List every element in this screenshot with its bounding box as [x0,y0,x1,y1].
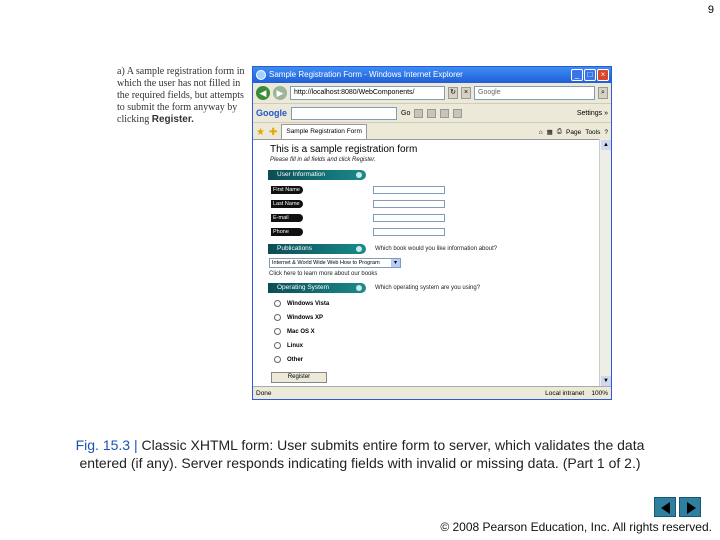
figure-caption [60,436,660,472]
favorites-star-icon[interactable]: ★ [256,126,265,138]
url-input[interactable]: http://localhost:8080/WebComponents/ [290,86,445,100]
os-option-windows-vista[interactable] [274,300,329,307]
toolbar-icon[interactable] [440,109,449,118]
print-icon[interactable]: ⎙ [556,128,562,135]
os-option-label: Other [287,356,304,363]
os-option-linux[interactable] [274,342,303,349]
section-dot-icon [356,285,362,291]
copyright-notice: © 2008 Pearson Education, Inc. All rights reserved. [440,520,712,534]
home-icon[interactable]: ⌂ [538,128,543,136]
chevron-down-icon[interactable]: ▾ [391,259,400,267]
status-bar [253,386,611,399]
section-dot-icon [356,172,362,178]
learn-more-link[interactable]: Click here to learn more about our books [269,271,378,277]
section-publications [268,244,366,254]
toolbar-icon[interactable] [427,109,436,118]
os-option-windows-xp[interactable] [274,314,323,321]
google-go-button[interactable]: Go [401,109,411,117]
figure-number: Fig. 15.3 | [75,437,142,453]
last-name-field[interactable] [373,200,445,208]
next-slide-button[interactable] [679,497,701,517]
scroll-up-icon[interactable]: ▲ [601,140,611,150]
last-name-label: Last Name [271,200,303,208]
phone-field[interactable] [373,228,445,236]
search-input[interactable]: Google [474,86,595,100]
tools-menu[interactable]: Tools [585,128,601,136]
annotation-text [117,66,251,126]
ie-icon [256,70,266,80]
stop-icon[interactable]: × [461,87,471,99]
feeds-icon[interactable]: ▦ [546,129,553,136]
radio-button[interactable] [274,300,281,307]
phone-label: Phone [271,228,303,236]
previous-slide-button[interactable] [654,497,676,517]
os-option-label: Mac OS X [287,328,315,335]
book-select[interactable] [269,258,401,268]
zoom-level[interactable]: 100% [591,390,608,397]
vertical-scrollbar[interactable] [599,139,611,387]
refresh-icon[interactable]: ↻ [448,87,458,99]
help-icon[interactable]: ? [604,128,608,136]
first-name-label: First Name [271,186,303,194]
forward-button[interactable]: ▶ [273,86,287,100]
os-option-label: Linux [287,342,303,349]
annotation-emphasis: Register. [151,114,194,125]
arrow-right-icon [687,502,696,514]
google-search-input[interactable] [291,107,397,120]
radio-button[interactable] [274,342,281,349]
radio-button[interactable] [274,314,281,321]
back-button[interactable]: ◀ [256,86,270,100]
add-favorites-icon[interactable]: ✚ [268,126,278,138]
page-content [253,139,599,388]
os-option-label: Windows XP [287,314,323,321]
os-option-other[interactable] [274,356,303,363]
google-logo: Google [256,108,287,118]
page-menu[interactable]: Page [566,128,582,136]
radio-button[interactable] [274,356,281,363]
title-bar [253,67,611,83]
google-settings-button[interactable]: Settings » [576,109,608,117]
section-operating-system [268,283,366,293]
os-question: Which operating system are you using? [375,285,481,291]
status-zone: Local intranet [545,390,585,397]
radio-button[interactable] [274,328,281,335]
browser-window [252,66,612,400]
form-title: This is a sample registration form [270,144,418,155]
tab-sample-registration[interactable]: Sample Registration Form [281,124,367,140]
first-name-field[interactable] [373,186,445,194]
search-icon[interactable]: ⌕ [598,87,608,99]
os-option-mac-os-x[interactable] [274,328,315,335]
register-button[interactable]: Register [271,372,327,383]
book-selected-value: Internet & World Wide Web How to Program [272,260,380,266]
toolbar-icon[interactable] [453,109,462,118]
close-button[interactable]: × [597,69,609,81]
status-text: Done [256,390,272,397]
toolbar-icon[interactable] [414,109,423,118]
google-toolbar [253,103,611,122]
page-number: 9 [707,4,714,16]
caption-text: Classic XHTML form: User submits entire form to server, which validates the data entered (if any). Server responds indicating fields with invalid or missing data. (Part 1 of 2.) [79,437,645,471]
form-subtitle: Please fill in all fields and click Register. [270,157,376,163]
email-label: E-mail [271,214,303,222]
section-label: Publications [277,245,313,252]
section-label: Operating System [277,284,330,291]
email-field[interactable] [373,214,445,222]
section-user-information [268,170,366,180]
book-question: Which book would you like information about? [375,246,498,252]
annotation-body: a) A sample registration form in which the user has not filled in the required fields, but attempts to submit the form anyway by clicking [117,66,245,125]
scroll-down-icon[interactable]: ▼ [601,376,611,386]
section-dot-icon [356,246,362,252]
window-title: Sample Registration Form - Windows Internet Explorer [269,70,463,79]
section-label: User Information [277,171,326,178]
maximize-button[interactable]: □ [584,69,596,81]
minimize-button[interactable]: _ [571,69,583,81]
arrow-left-icon [661,502,670,514]
slide-navigation [654,497,701,517]
address-bar [253,83,611,103]
os-option-label: Windows Vista [287,300,330,307]
